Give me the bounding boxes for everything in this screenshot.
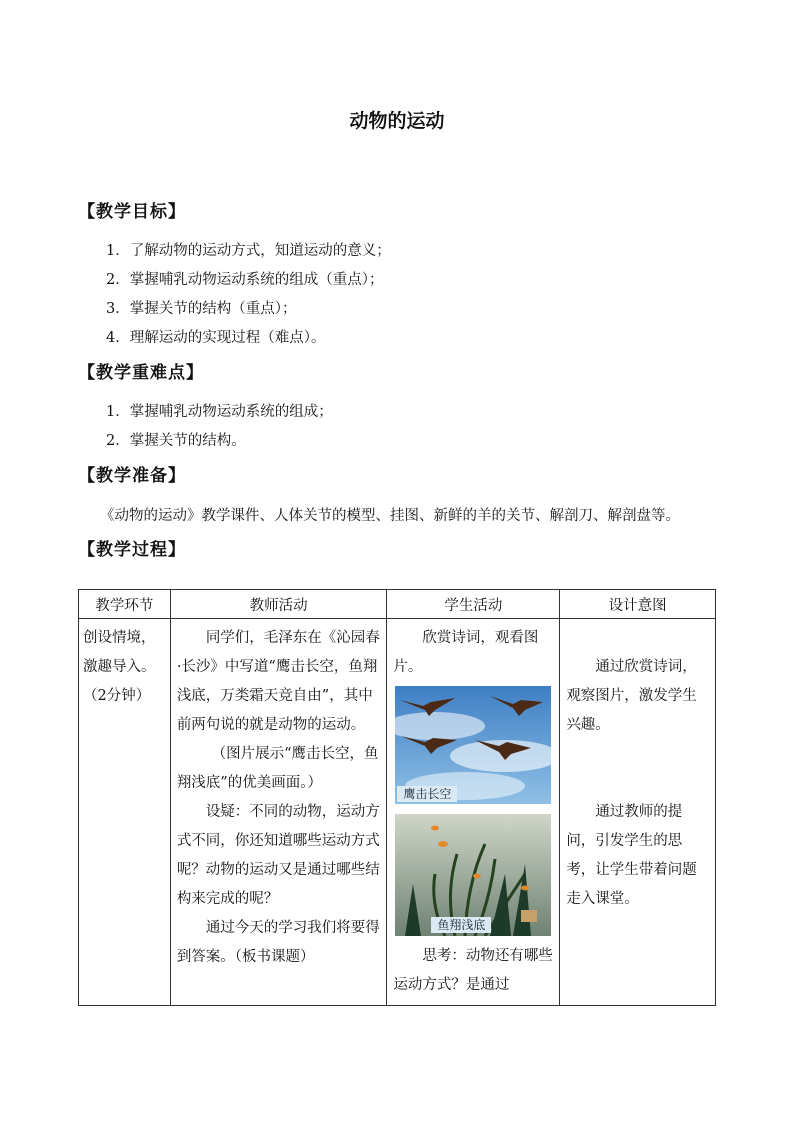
header-stage: 教学环节 [79,590,171,619]
key-point-item: 2．掌握关节的结构。 [106,433,246,449]
goal-item: 1．了解动物的运动方式，知道运动的意义； [106,243,391,259]
key-points-heading: 【教学重难点】 [78,363,204,383]
stage-line: （2分钟） [83,688,151,704]
student-cell [387,619,560,1006]
header-student: 学生活动 [387,590,560,619]
stage-line: 创设情境， [83,630,156,646]
eagle-photo [395,686,551,804]
eagle-caption: 鹰击长空 [397,786,457,802]
teacher-cell [170,619,387,1006]
design-paragraph: 通过欣赏诗词，观察图片，激发学生兴趣。 [566,659,697,733]
teacher-paragraph: 通过今天的学习我们将要得到答案。（板书课题） [176,920,380,965]
process-heading: 【教学过程】 [78,540,186,560]
teacher-paragraph: （图片展示“鹰击长空，鱼翔浅底”的优美画面。） [176,746,379,791]
table-row [79,619,716,1006]
design-paragraph: 通过教师的提问，引发学生的思考，让学生带着问题走入课堂。 [566,804,697,907]
page-title: 动物的运动 [349,110,445,132]
header-design: 设计意图 [560,590,716,619]
teacher-paragraph: 同学们，毛泽东在《沁园春·长沙》中写道“鹰击长空，鱼翔浅底，万类霜天竞自由”，其中前两句说的就是动物的运动。 [176,630,380,733]
goal-item: 2．掌握哺乳动物运动系统的组成（重点）； [106,272,384,288]
goal-item: 4．理解运动的实现过程（难点）。 [106,330,326,346]
stage-cell [79,619,171,1006]
header-teacher: 教师活动 [170,590,387,619]
table-header-row [79,590,716,619]
preparation-text: 《动物的运动》教学课件、人体关节的模型、挂图、新鲜的羊的关节、解剖刀、解剖盘等。 [100,508,680,524]
fish-photo [395,814,551,936]
process-table [78,589,716,1006]
goals-heading: 【教学目标】 [78,202,186,222]
design-cell [560,619,716,1006]
preparation-heading: 【教学准备】 [78,466,186,486]
student-text: 欣赏诗词，观看图片。 [393,630,539,675]
student-text: 思考：动物还有哪些运动方式？是通过 [393,948,553,993]
fish-caption: 鱼翔浅底 [431,917,491,933]
teacher-paragraph: 设疑：不同的动物，运动方式不同，你还知道哪些运动方式呢？动物的运动又是通过哪些结构来完成的呢？ [176,804,380,907]
goal-item: 3．掌握关节的结构（重点）； [106,301,297,317]
key-point-item: 1．掌握哺乳动物运动系统的组成； [106,404,333,420]
stage-line: 激趣导入。 [83,659,156,675]
